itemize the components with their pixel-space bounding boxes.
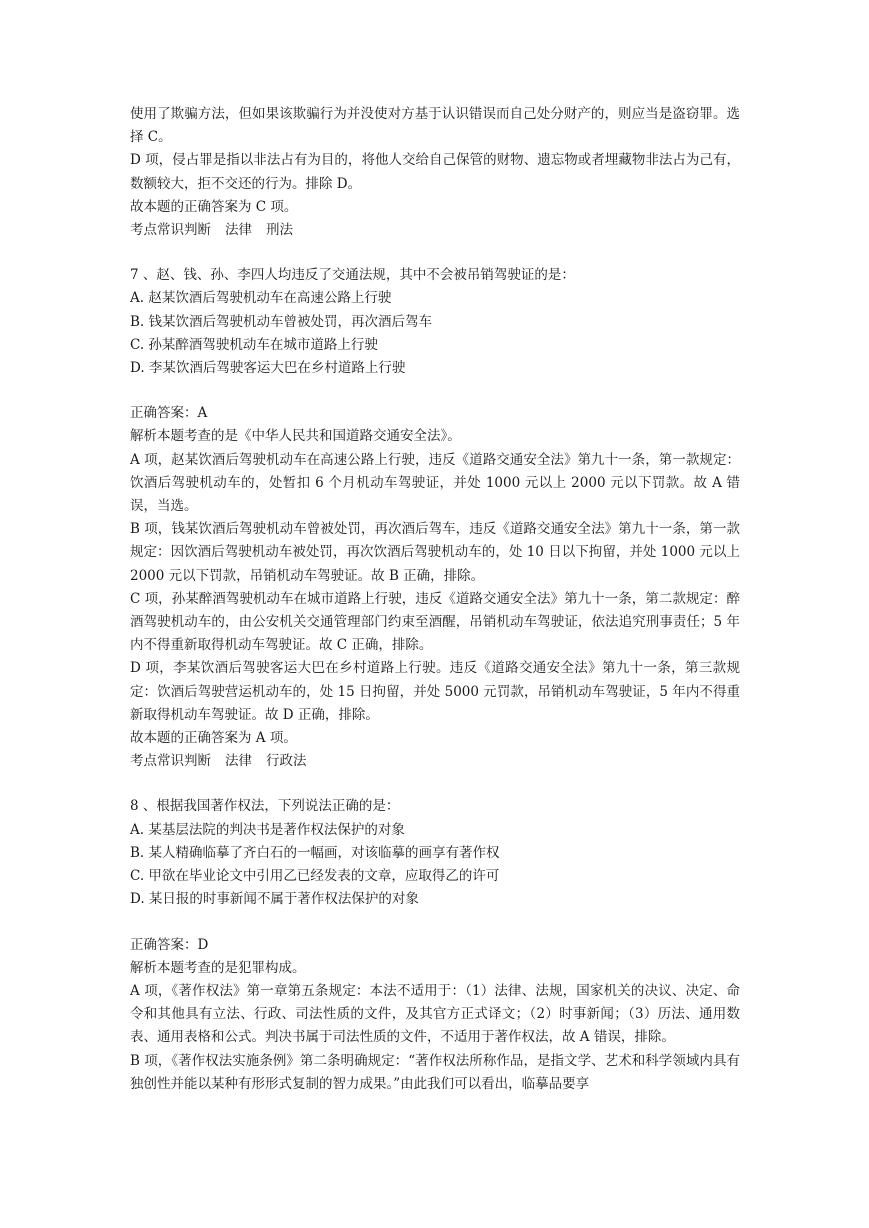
text-line: B. 钱某饮酒后驾驶机动车曾被处罚，再次酒后驾车 bbox=[130, 313, 433, 330]
text-line: C. 甲欲在毕业论文中引用乙已经发表的文章，应取得乙的许可 bbox=[130, 868, 500, 885]
topic-tag: 行政法 bbox=[266, 753, 307, 770]
text-line: D. 李某饮酒后驾驶客运大巴在乡村道路上行驶 bbox=[130, 360, 406, 377]
topic-tags bbox=[130, 219, 740, 242]
text-line: 正确答案：D bbox=[130, 936, 209, 953]
topic-tag: 法律 bbox=[225, 753, 252, 770]
text-line: A. 某基层法院的判决书是著作权法保护的对象 bbox=[130, 821, 405, 838]
paragraph-gap bbox=[130, 912, 740, 934]
text-line: 故本题的正确答案为 C 项。 bbox=[130, 198, 298, 215]
topic-tag: 法律 bbox=[225, 222, 252, 239]
text-line: A. 赵某饮酒后驾驶机动车在高速公路上行驶 bbox=[130, 290, 392, 307]
text-paragraph: A 项，《著作权法》第一章第五条规定：本法不适用于：（1）法律、法规，国家机关的决议、决定、命令和其他具有立法、行政、司法性质的文件，及其官方正式译文；（2）时事新闻；（3）历法、通用数表、通用表格和公式。判决书属于司法性质的文件，不适用于著作权法，故 A 错误，排除。 bbox=[130, 982, 740, 1046]
text-line: 正确答案：A bbox=[130, 405, 208, 422]
paragraph-gap bbox=[130, 380, 740, 402]
document-page bbox=[130, 103, 740, 1096]
text-line: 8 、根据我国著作权法，下列说法正确的是： bbox=[130, 798, 400, 815]
text-paragraph: D 项，李某饮酒后驾驶客运大巴在乡村道路上行驶。违反《道路交通安全法》第九十一条，第三款规定：饮酒后驾驶营运机动车的，处 15 日拘留，并处 5000 元罚款，吊销机动车驾驶证，5 年内不得重新取得机动车驾驶证。故 D 正确，排除。 bbox=[130, 660, 740, 723]
text-paragraph: C 项，孙某醉酒驾驶机动车在城市道路上行驶，违反《道路交通安全法》第九十一条，第二款规定：醉酒驾驶机动车的，由公安机关交通管理部门约束至酒醒，吊销机动车驾驶证，依法追究刑事责任；5 年内不得重新取得机动车驾驶证。故 C 正确，排除。 bbox=[130, 590, 740, 654]
text-line: 解析本题考查的是犯罪构成。 bbox=[130, 959, 306, 976]
text-paragraph: A 项，赵某饮酒后驾驶机动车在高速公路上行驶，违反《道路交通安全法》第九十一条，第一款规定：饮酒后驾驶机动车的，处暂扣 6 个月机动车驾驶证，并处 1000 元以上 2000 元以下罚款。故 A 错误，当选。 bbox=[130, 451, 740, 515]
text-paragraph: B 项，钱某饮酒后驾驶机动车曾被处罚，再次酒后驾车，违反《道路交通安全法》第九十一条，第一款规定：因饮酒后驾驶机动车被处罚，再次饮酒后驾驶机动车的，处 10 日以下拘留，并处 1000 元以上 2000 元以下罚款，吊销机动车驾驶证。故 B 正确，排除。 bbox=[130, 521, 740, 584]
text-paragraph: 使用了欺骗方法，但如果该欺骗行为并没使对方基于认识错误而自己处分财产的，则应当是盗窃罪。选择 C。 bbox=[130, 106, 740, 146]
text-line: D. 某日报的时事新闻不属于著作权法保护的对象 bbox=[130, 891, 419, 908]
text-paragraph: D 项，侵占罪是指以非法占有为目的，将他人交给自己保管的财物、遗忘物或者埋藏物非法占为己有，数额较大，拒不交还的行为。排除 D。 bbox=[130, 152, 740, 192]
topic-tag: 常识判断 bbox=[157, 753, 211, 770]
paragraph-gap bbox=[130, 773, 740, 795]
paragraph-gap bbox=[130, 242, 740, 264]
topic-label: 考点 bbox=[130, 222, 157, 239]
topic-tag: 刑法 bbox=[266, 222, 293, 239]
text-paragraph: B 项，《著作权法实施条例》第二条明确规定：“著作权法所称作品，是指文学、艺术和科学领域内具有独创性并能以某种有形形式复制的智力成果。”由此我们可以看出，临摹品要享 bbox=[130, 1052, 740, 1092]
text-line: 解析本题考查的是《中华人民共和国道路交通安全法》。 bbox=[130, 428, 461, 445]
text-line: 7 、赵、钱、孙、李四人均违反了交通法规，其中不会被吊销驾驶证的是： bbox=[130, 267, 575, 284]
topic-tag: 常识判断 bbox=[157, 222, 211, 239]
text-line: C. 孙某醉酒驾驶机动车在城市道路上行驶 bbox=[130, 336, 378, 353]
topic-label: 考点 bbox=[130, 753, 157, 770]
text-line: 故本题的正确答案为 A 项。 bbox=[130, 730, 297, 747]
topic-tags bbox=[130, 750, 740, 773]
text-line: B. 某人精确临摹了齐白石的一幅画，对该临摹的画享有著作权 bbox=[130, 844, 500, 861]
